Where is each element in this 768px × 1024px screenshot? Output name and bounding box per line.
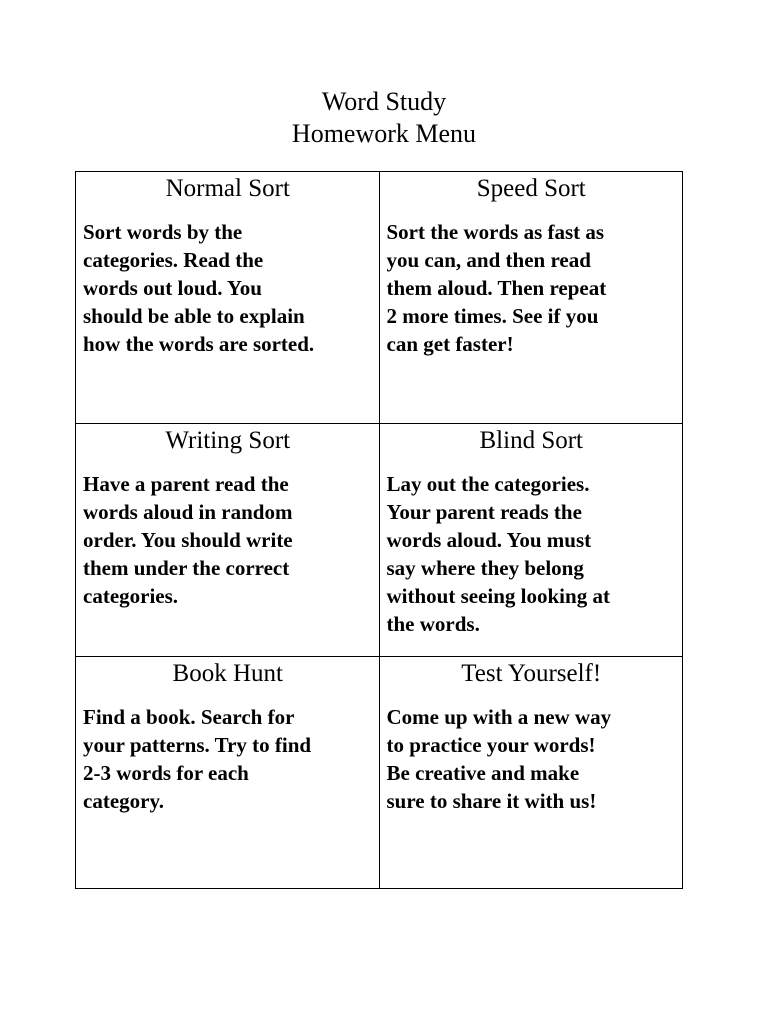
title-line-homework-menu: Homework Menu <box>291 119 477 148</box>
title-line-word-study: Word Study <box>321 87 447 116</box>
cell-description: Find a book. Search for your patterns. Try to find 2-3 words for each category. <box>83 705 312 813</box>
cell-description: Sort words by the categories. Read the words out loud. You should be able to explain how the words are sorted. <box>83 220 315 356</box>
menu-cell-test-yourself <box>379 657 683 889</box>
cell-description: Come up with a new way to practice your words! Be creative and make sure to share it with us! <box>386 705 612 813</box>
menu-row <box>76 657 683 889</box>
cell-heading: Normal Sort <box>165 175 290 202</box>
menu-cell-blind-sort <box>379 424 683 657</box>
homework-menu-table <box>75 171 683 889</box>
menu-cell-writing-sort <box>76 424 380 657</box>
cell-description: Lay out the categories. Your parent reads the words aloud. You must say where they belong without seeing looking at the words. <box>386 472 610 636</box>
cell-heading: Blind Sort <box>479 427 583 454</box>
menu-cell-book-hunt <box>76 657 380 889</box>
cell-heading: Speed Sort <box>476 175 586 202</box>
menu-cell-normal-sort <box>76 172 380 424</box>
menu-row <box>76 172 683 424</box>
cell-heading: Book Hunt <box>172 660 283 687</box>
page-title <box>0 86 768 150</box>
cell-heading: Test Yourself! <box>461 660 602 687</box>
menu-cell-speed-sort <box>379 172 683 424</box>
cell-description: Sort the words as fast as you can, and then read them aloud. Then repeat 2 more times. See if you can get faster! <box>386 220 607 356</box>
menu-row <box>76 424 683 657</box>
cell-heading: Writing Sort <box>165 427 291 454</box>
cell-description: Have a parent read the words aloud in random order. You should write them under the correct categories. <box>83 472 293 608</box>
